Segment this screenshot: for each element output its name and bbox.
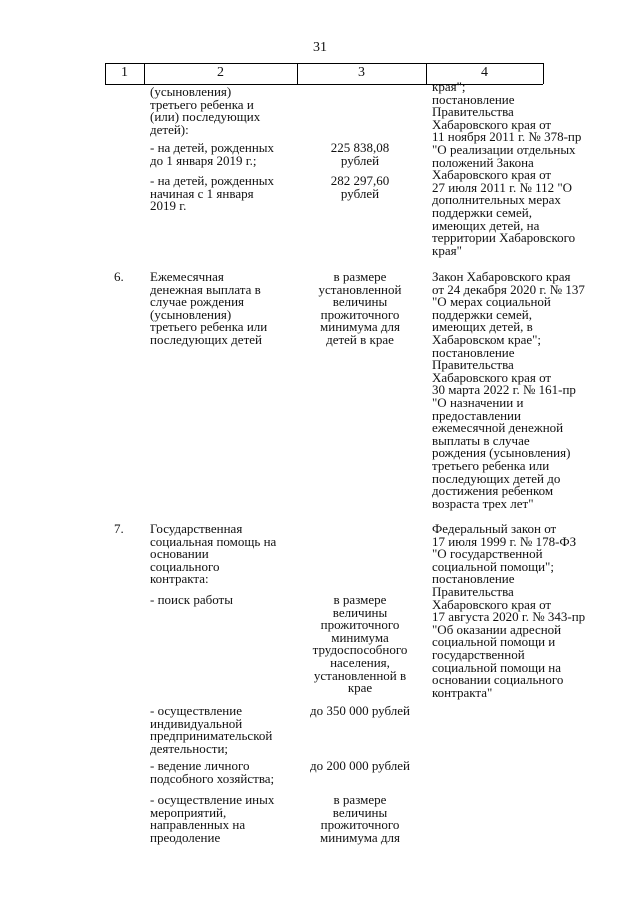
row-number: 7. — [114, 521, 124, 536]
row-number: 6. — [114, 269, 124, 284]
sub-item-label: - на детей, рожденных начиная с 1 января 2019 г. — [150, 173, 275, 214]
page-number: 31 — [313, 40, 327, 55]
sub-item-label: - ведение личного подсобного хозяйства; — [150, 758, 275, 786]
continuation-legal-basis: края"; постановление Правительства Хабаровского края от 11 ноября 2011 г. № 378-пр "О реализации отдельных положений Закона Хабаровского края от 27 июля 2011 г. № 112 "О дополнительных мерах поддержки семей, имеющих детей, на территории Хабаровского края" — [432, 79, 582, 258]
header-col-1: 1 — [121, 65, 128, 80]
sub-item-amount: 282 297,60 рублей — [330, 173, 390, 201]
sub-item-amount: в размере величины прожиточного минимума для — [320, 792, 400, 845]
row-legal-basis: Закон Хабаровского края от 24 декабря 2020 г. № 137 "О мерах социальной поддержки семей, имеющих детей, в Хабаровском крае"; постановление Правительства Хабаровского края от 30 марта 2022 г. № 161-пр "О назначении и предоставлении ежемесячной денежной выплаты в случае рождения (усыновления) третьего ребенка или последующих детей до достижения ребенком возраста трех лет" — [432, 269, 585, 511]
header-col-3: 3 — [358, 65, 365, 80]
sub-item-label: - осуществление иных мероприятий, направленных на преодоление — [150, 792, 275, 845]
sub-item-amount: в размере величины прожиточного минимума трудоспособного населения, установленной в крае — [312, 592, 408, 696]
row-description: Государственная социальная помощь на основании социального контракта: — [150, 521, 277, 587]
header-col-4: 4 — [481, 65, 488, 80]
sub-item-amount: 225 838,08 рублей — [330, 140, 390, 168]
row-description: Ежемесячная денежная выплата в случае рождения (усыновления) третьего ребенка или последующих детей — [150, 269, 268, 347]
sub-item-label: - поиск работы — [150, 592, 233, 607]
header-col-2: 2 — [217, 65, 224, 80]
sub-item-amount: до 200 000 рублей — [309, 758, 411, 773]
sub-item-label: - на детей, рожденных до 1 января 2019 г.; — [150, 140, 275, 168]
row-amount: в размере установленной величины прожиточного минимума для детей в крае — [318, 269, 402, 347]
sub-item-amount: до 350 000 рублей — [309, 703, 411, 718]
row-legal-basis: Федеральный закон от 17 июля 1999 г. № 178-ФЗ "О государственной социальной помощи"; постановление Правительства Хабаровского края от 17 августа 2020 г. № 343-пр "Об оказании адресной социальной помощи и государственной социальной помощи на основании социального контракта" — [432, 521, 586, 700]
continuation-description: (усыновления) третьего ребенка и (или) последующих детей): — [150, 84, 261, 137]
sub-item-label: - осуществление индивидуальной предпринимательской деятельности; — [150, 703, 273, 756]
